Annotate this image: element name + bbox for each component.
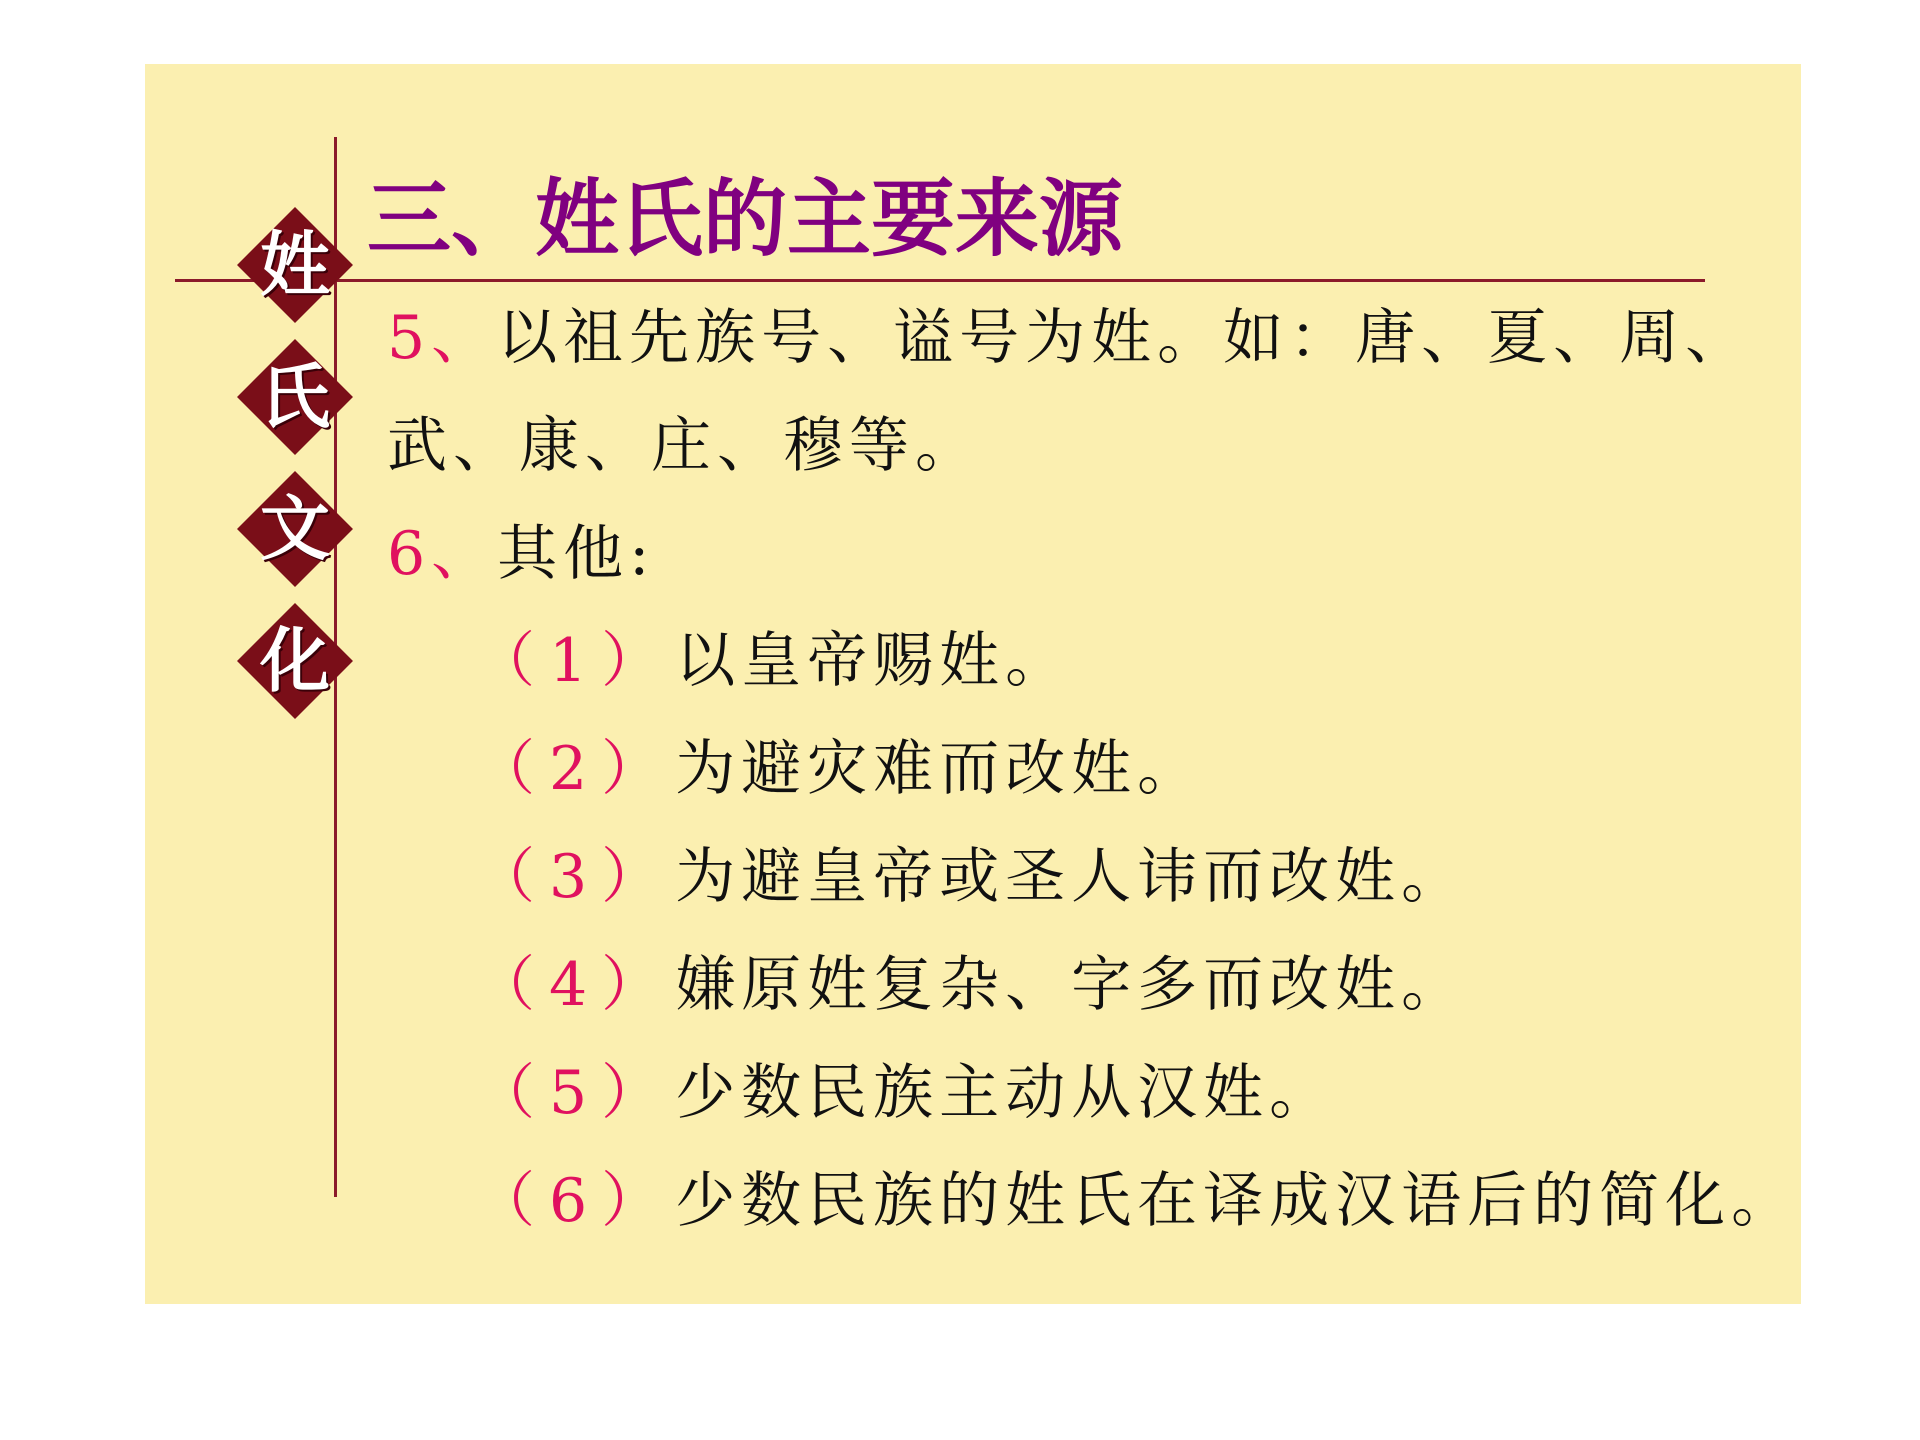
item-number: 5、 (387, 303, 498, 373)
subitem-4 (475, 945, 1467, 1025)
item-text: 武、康、庄、穆等。 (387, 411, 981, 481)
side-char: 文 (260, 488, 330, 570)
subitem-text: 以皇帝赐姓。 (675, 626, 1072, 696)
item-5-line-1 (387, 298, 1751, 378)
subitem-text: 嫌原姓复杂、字多而改姓。 (675, 950, 1468, 1020)
side-char: 化 (260, 620, 330, 702)
subitem-number: （4） (475, 950, 676, 1020)
item-6 (387, 514, 655, 594)
subitem-number: （6） (475, 1166, 676, 1236)
subitem-5 (475, 1053, 1335, 1133)
subitem-6 (475, 1161, 1797, 1241)
subitem-number: （3） (475, 842, 676, 912)
subitem-number: （5） (475, 1058, 676, 1128)
subitem-number: （1） (475, 626, 676, 696)
slide (145, 64, 1801, 1304)
subitem-number: （2） (475, 734, 676, 804)
item-text: 以祖先族号、谥号为姓。如：唐、夏、周、 (497, 303, 1752, 373)
subitem-text: 少数民族主动从汉姓。 (675, 1058, 1336, 1128)
item-number: 6、 (387, 519, 498, 589)
slide-title: 三、姓氏的主要来源 (367, 170, 1124, 268)
subitem-2 (475, 729, 1203, 809)
side-char: 氏 (260, 356, 330, 438)
subitem-text: 少数民族的姓氏在译成汉语后的简化。 (675, 1166, 1798, 1236)
item-text: 其他: (497, 519, 656, 589)
item-5-line-2 (387, 406, 981, 486)
side-char: 姓 (260, 224, 330, 306)
subitem-3 (475, 837, 1467, 917)
subitem-1 (475, 621, 1071, 701)
subitem-text: 为避灾难而改姓。 (675, 734, 1204, 804)
title-underline (175, 279, 1705, 282)
subitem-text: 为避皇帝或圣人讳而改姓。 (675, 842, 1468, 912)
